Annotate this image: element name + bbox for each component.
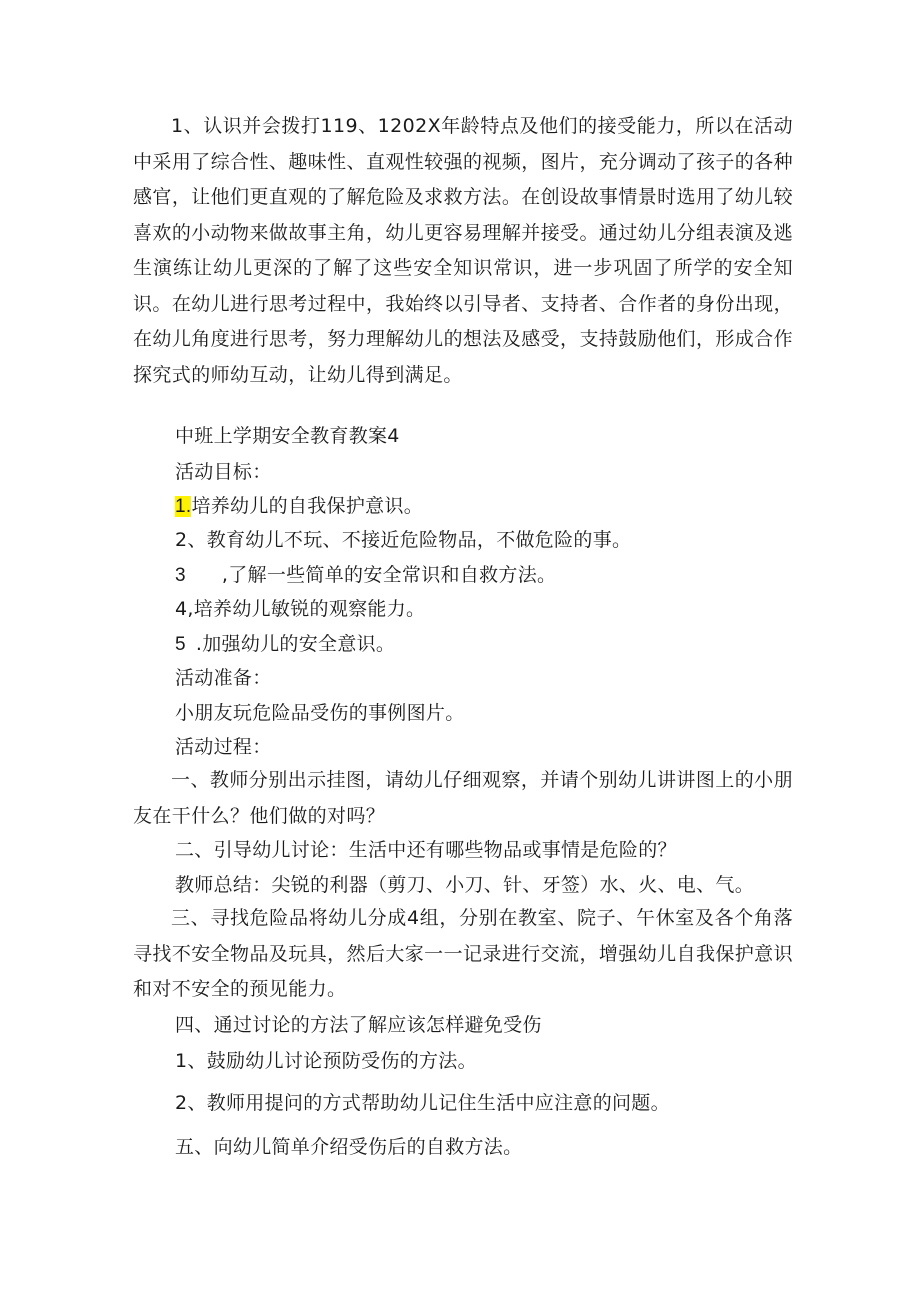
- goal-3-number: 3: [175, 565, 186, 586]
- section-title: 中班上学期安全教育教案4: [175, 425, 400, 447]
- goals-heading: 活动目标：: [175, 461, 272, 483]
- process-step-4-1: 1、鼓励幼儿讨论预防受伤的方法。: [175, 1050, 477, 1072]
- goal-3-text: ,了解一些简单的安全常识和自救方法。: [221, 564, 557, 586]
- process-step-1: 一、教师分别出示挂图，请幼儿仔细观察，并请个别幼儿讲讲图上的小朋友在干什么？他们做的对吗？: [133, 769, 793, 827]
- teacher-summary: 教师总结：尖锐的利器（剪刀、小刀、针、牙签）水、火、电、气。: [175, 874, 755, 896]
- process-step-3: 三、寻找危险品将幼儿分成4组，分别在教室、院子、午休室及各个角落寻找不安全物品及玩具，然后大家一一记录进行交流，增强幼儿自我保护意识和对不安全的预见能力。: [133, 907, 793, 1000]
- process-step-4: 四、通过讨论的方法了解应该怎样避免受伤: [175, 1014, 542, 1036]
- goal-1-text: 培养幼儿的自我保护意识。: [191, 495, 424, 517]
- process-heading: 活动过程：: [175, 736, 272, 758]
- goal-item-5: [175, 631, 395, 658]
- goal-item-2: 2、教育幼儿不玩、不接近危险物品，不做危险的事。: [175, 529, 632, 551]
- prep-heading: 活动准备：: [175, 667, 272, 689]
- process-step-2: 二、引导幼儿讨论：生活中还有哪些物品或事情是危险的？: [175, 839, 677, 861]
- goal-item-4: 4,培养幼儿敏锐的观察能力。: [175, 598, 426, 620]
- goal-5-number: 5: [175, 634, 186, 655]
- prep-text: 小朋友玩危险品受伤的事例图片。: [175, 702, 465, 724]
- goal-item-3: [175, 562, 556, 589]
- intro-paragraph: 1、认识并会拨打119、1202X年龄特点及他们的接受能力，所以在活动中采用了综合性、趣味性、直观性较强的视频，图片，充分调动了孩子的各种感官，让他们更直观的了解危险及求救方法。在创设故事情景时选用了幼儿较喜欢的小动物来做故事主角，幼儿更容易理解并接受。通过幼儿分组表演及逃生演练让幼儿更深的了解了这些安全知识常识，进一步巩固了所学的安全知识。在幼儿进行思考过程中，我始终以引导者、支持者、合作者的身份出现，在幼儿角度进行思考，努力理解幼儿的想法及感受，支持鼓励他们，形成合作探究式的师幼互动，让幼儿得到满足。: [133, 115, 793, 386]
- goal-5-text: .加强幼儿的安全意识。: [195, 633, 396, 655]
- goal-item-1: [175, 493, 423, 520]
- process-step-4-2: 2、教师用提问的方式帮助幼儿记住生活中应注意的问题。: [175, 1092, 670, 1114]
- process-step-5: 五、向幼儿简单介绍受伤后的自救方法。: [175, 1136, 523, 1158]
- goal-1-number: 1.: [175, 496, 192, 517]
